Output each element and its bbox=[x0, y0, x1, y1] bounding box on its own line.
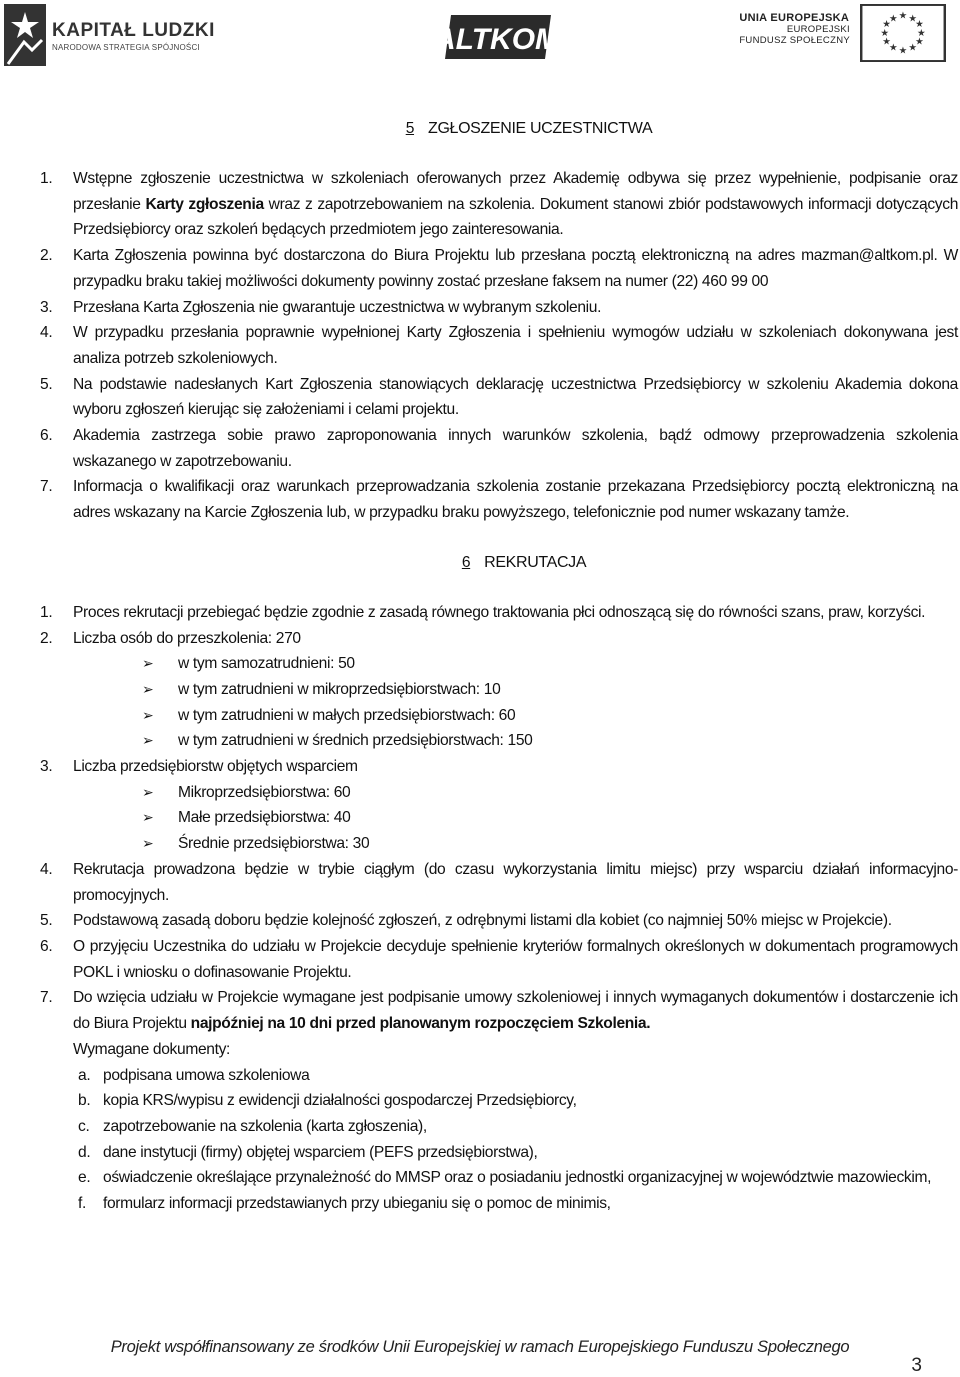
section5-item bbox=[40, 295, 958, 321]
item-text: Karta Zgłoszenia powinna być dostarczona do Biura Projektu lub przesłana pocztą elektroniczną na adres mazman@altkom.pl. W przypadku braku takiej możliwości dokumenty powinny zostać przesłane faksem na numer (22) 460 99 00 bbox=[73, 247, 958, 290]
section5-item bbox=[40, 423, 958, 474]
page-number: 3 bbox=[911, 1355, 922, 1376]
altkom-logo bbox=[433, 11, 561, 68]
bullet-item bbox=[40, 780, 958, 806]
item-number: 5. bbox=[40, 912, 53, 930]
list-letter: e. bbox=[78, 1169, 91, 1187]
item-text: Informacja o kwalifikacji oraz warunkach przeprowadzania szkolenia zostanie przekazana Przedsiębiorcy pocztą elektroniczną na adres wskazany na Karcie Zgłoszenia lub, w przypadku braku powyższego, telefonicznie pod numer wskazany tamże. bbox=[73, 478, 958, 522]
document-list-item bbox=[40, 1114, 958, 1140]
arrow-bullet-icon: ➢ bbox=[142, 706, 154, 723]
arrow-bullet-icon: ➢ bbox=[142, 835, 154, 852]
item-number: 1. bbox=[40, 170, 53, 187]
eu-logo bbox=[739, 4, 946, 62]
section5-title: ZGŁOSZENIE UCZESTNICTWA bbox=[428, 120, 653, 137]
item-number: 4. bbox=[40, 860, 53, 878]
bullet-item bbox=[40, 728, 958, 754]
arrow-bullet-icon: ➢ bbox=[142, 732, 154, 749]
document-list-item bbox=[40, 1165, 958, 1191]
svg-text:★: ★ bbox=[915, 36, 924, 48]
section6-item bbox=[40, 985, 958, 1036]
list-text: formularz informacji przedstawianych przy ubieganiu się o pomoc de minimis, bbox=[103, 1195, 611, 1213]
item-number: 3. bbox=[40, 758, 53, 776]
item-text: wraz z zapotrzebowaniem na szkolenia. Dokument stanowi zbiór podstawowych informacji dotyczących Przedsiębiorcy oraz szkoleń będących przedmiotem jego zainteresowania. bbox=[73, 195, 959, 239]
bullet-item bbox=[40, 831, 958, 857]
item-number: 1. bbox=[40, 603, 53, 621]
section5-item bbox=[40, 320, 958, 371]
bullet-text: w tym samozatrudnieni: 50 bbox=[178, 655, 355, 673]
document-list-item bbox=[40, 1140, 958, 1166]
kapital-ludzki-logo bbox=[4, 4, 215, 66]
bullet-item bbox=[40, 651, 958, 677]
svg-text:★: ★ bbox=[880, 27, 889, 39]
required-documents-label: Wymagane dokumenty: bbox=[73, 1040, 231, 1058]
item-number: 5. bbox=[40, 375, 53, 393]
list-text: zapotrzebowanie na szkolenia (karta zgłoszenia), bbox=[103, 1117, 427, 1135]
svg-text:★: ★ bbox=[917, 27, 926, 39]
list-letter: d. bbox=[78, 1143, 91, 1161]
arrow-bullet-icon: ➢ bbox=[142, 680, 154, 697]
bullet-text: Małe przedsiębiorstwa: 40 bbox=[178, 809, 351, 827]
document-body bbox=[40, 116, 958, 1217]
item-number: 6. bbox=[40, 937, 53, 955]
list-letter: c. bbox=[78, 1117, 90, 1135]
svg-text:★: ★ bbox=[889, 13, 898, 25]
svg-text:★: ★ bbox=[889, 42, 898, 54]
section6-item bbox=[40, 600, 958, 626]
list-letter: a. bbox=[78, 1066, 91, 1084]
bullet-item bbox=[40, 677, 958, 703]
item-number: 2. bbox=[40, 629, 53, 647]
section5-number: 5 bbox=[405, 120, 415, 137]
bullet-item bbox=[40, 703, 958, 729]
item-number: 2. bbox=[40, 247, 53, 265]
item-text: Na podstawie nadesłanych Kart Zgłoszenia stanowiących deklarację uczestnictwa Przedsiębiorcy w szkoleniu Akademia dokona wyboru zgłoszeń kierując się założeniami i celami projektu. bbox=[73, 375, 958, 419]
list-letter: b. bbox=[78, 1092, 91, 1110]
section5-item bbox=[40, 166, 958, 243]
svg-text:★: ★ bbox=[882, 36, 891, 48]
section5-item bbox=[40, 372, 958, 423]
bullet-item bbox=[40, 805, 958, 831]
eu-line3: FUNDUSZ SPOŁECZNY bbox=[739, 35, 850, 46]
eu-flag-icon bbox=[860, 4, 946, 62]
item-bold-text: najpóźniej na 10 dni przed planowanym rozpoczęciem Szkolenia. bbox=[190, 1015, 651, 1033]
item-number: 3. bbox=[40, 298, 53, 316]
svg-text:★: ★ bbox=[882, 19, 891, 31]
eu-line2: EUROPEJSKI bbox=[786, 24, 850, 35]
item-text: Liczba przedsiębiorstw objętych wsparciem bbox=[73, 758, 358, 776]
item-text: O przyjęciu Uczestnika do udziału w Projekcie decyduje spełnienie kryteriów formalnych określonych w dokumentach programowych POKL i wniosku o dofinasowanie Projektu. bbox=[73, 937, 958, 981]
svg-text:★: ★ bbox=[898, 10, 908, 22]
item-text: Do wzięcia udziału w Projekcie wymagane jest podpisanie umowy szkoleniowej i innych wymaganych dokumentów i dostarczenie ich do Biura Projektu bbox=[73, 989, 958, 1033]
section5-item bbox=[40, 474, 958, 525]
svg-text:★: ★ bbox=[908, 13, 917, 25]
document-list-item bbox=[40, 1088, 958, 1114]
document-list-item bbox=[40, 1063, 958, 1089]
arrow-bullet-icon: ➢ bbox=[142, 783, 154, 800]
arrow-bullet-icon: ➢ bbox=[142, 655, 154, 672]
bullet-text: Mikroprzedsiębiorstwa: 60 bbox=[178, 783, 351, 801]
item-number: 6. bbox=[40, 427, 53, 445]
document-list-item bbox=[40, 1191, 958, 1217]
item-text: Podstawową zasadą doboru będzie kolejność zgłoszeń, z odrębnymi listami dla kobiet (co najmniej 50% miejsc w Projekcie). bbox=[73, 912, 892, 930]
item-text: Wstępne zgłoszenie uczestnictwa w szkoleniach oferowanych przez Akademię odbywa się przez wypełnienie, podpisanie oraz przesłanie bbox=[73, 170, 958, 213]
section6-item bbox=[40, 754, 958, 780]
section6-item bbox=[40, 934, 958, 985]
svg-text:★: ★ bbox=[898, 45, 908, 57]
kapital-ludzki-subtitle: NARODOWA STRATEGIA SPÓJNOŚCI bbox=[52, 43, 200, 52]
item-text: W przypadku przesłania poprawnie wypełnionej Karty Zgłoszenia i spełnieniu wymogów udziału w szkoleniach dokonywana jest analiza potrzeb szkoleniowych. bbox=[73, 324, 958, 367]
arrow-bullet-icon: ➢ bbox=[142, 809, 154, 826]
eu-line1: UNIA EUROPEJSKA bbox=[739, 12, 850, 24]
page-header bbox=[0, 0, 960, 72]
bullet-text: Średnie przedsiębiorstwa: 30 bbox=[178, 835, 370, 853]
item-text: Akademia zastrzega sobie prawo zaproponowania innych warunków szkolenia, bądź odmowy przeprowadzenia szkolenia wskazanego w zapotrzebowaniu. bbox=[73, 427, 958, 470]
list-text: oświadczenie określające przynależność do MMSP oraz o posiadaniu jednostki organizacyjnej w województwie mazowieckim, bbox=[103, 1169, 932, 1187]
section5-heading bbox=[40, 116, 958, 142]
item-number: 4. bbox=[40, 324, 53, 342]
list-text: podpisana umowa szkoleniowa bbox=[103, 1066, 310, 1084]
bullet-text: w tym zatrudnieni w mikroprzedsiębiorstwach: 10 bbox=[178, 680, 501, 698]
altkom-logo-text: ALTKOM bbox=[433, 23, 561, 56]
section6-item bbox=[40, 857, 958, 908]
section6-item bbox=[40, 908, 958, 934]
section6-title: REKRUTACJA bbox=[484, 553, 587, 571]
bullet-text: w tym zatrudnieni w małych przedsiębiorstwach: 60 bbox=[178, 706, 516, 724]
item-text: Liczba osób do przeszkolenia: 270 bbox=[73, 629, 301, 647]
list-text: kopia KRS/wypisu z ewidencji działalności gospodarczej Przedsiębiorcy, bbox=[103, 1092, 577, 1110]
item-text: Rekrutacja prowadzona będzie w trybie ciągłym (do czasu wykorzystania limitu miejsc) przy wsparciu działań informacyjno-promocyjnych. bbox=[73, 860, 958, 904]
item-text: Przesłana Karta Zgłoszenia nie gwarantuje uczestnictwa w wybranym szkoleniu. bbox=[73, 298, 602, 316]
item-text: Proces rekrutacji przebiegać będzie zgodnie z zasadą równego traktowania płci odnoszącą się do równości szans, praw, korzyści. bbox=[73, 603, 926, 621]
section5-item bbox=[40, 243, 958, 294]
kapital-ludzki-title: KAPITAŁ LUDZKI bbox=[52, 20, 215, 41]
item-number: 7. bbox=[40, 989, 53, 1007]
footer-text: Projekt współfinansowany ze środków Unii Europejskiej w ramach Europejskiego Funduszu Społecznego bbox=[110, 1338, 850, 1356]
section6-number: 6 bbox=[461, 553, 471, 571]
kapital-ludzki-logo-icon bbox=[4, 4, 46, 66]
item-bold-text: Karty zgłoszenia bbox=[145, 195, 264, 213]
svg-text:★: ★ bbox=[908, 42, 917, 54]
svg-text:★: ★ bbox=[915, 19, 924, 31]
section6-item bbox=[40, 626, 958, 652]
list-text: dane instytucji (firmy) objętej wsparciem (PEFS przedsiębiorstwa), bbox=[103, 1143, 538, 1161]
item-number: 7. bbox=[40, 478, 53, 496]
list-letter: f. bbox=[78, 1195, 86, 1213]
section6-heading bbox=[40, 550, 958, 576]
bullet-text: w tym zatrudnieni w średnich przedsiębiorstwach: 150 bbox=[178, 732, 533, 750]
